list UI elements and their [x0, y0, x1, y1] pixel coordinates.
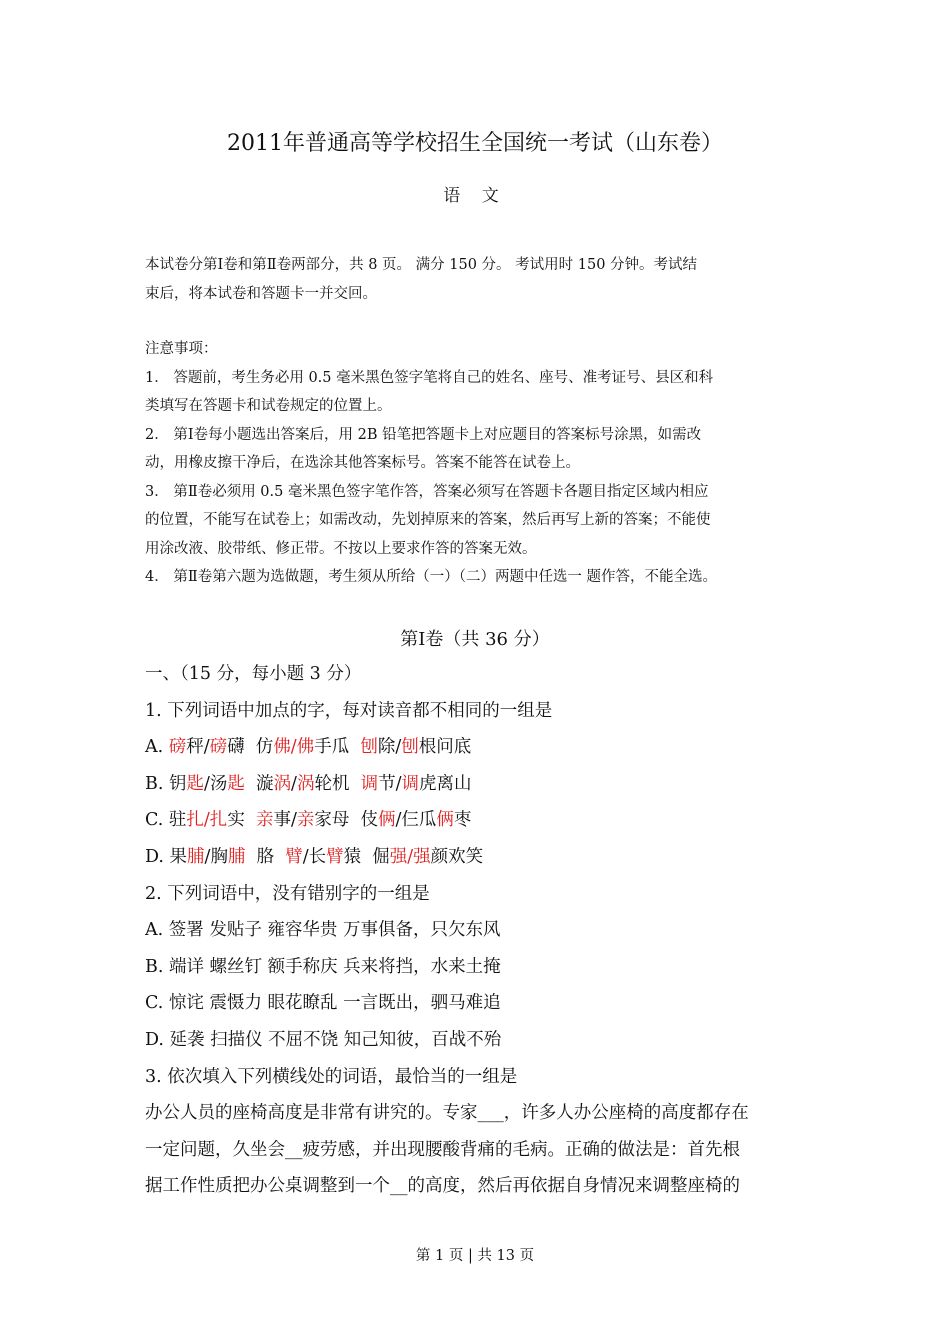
highlighted-char: 臂	[326, 846, 344, 867]
option-text: 除/	[377, 737, 402, 758]
notes-line: 4． 第Ⅱ卷第六题为选做题，考生须从所给（一）（二）两题中任选一 题作答，不能全选。	[145, 569, 718, 585]
highlighted-char: 亲	[255, 810, 274, 831]
option-text: 虎离山	[419, 773, 472, 794]
question-2: 2. 下列词语中，没有错别字的一组是	[145, 883, 430, 904]
notes-line: 注意事项：	[145, 341, 218, 357]
q3-text-line: 据工作性质把办公桌调整到一个__的高度，然后再依据自身情况来调整座椅的	[145, 1176, 740, 1197]
highlighted-char: 匙	[186, 773, 204, 794]
notes-line: 1． 答题前，考生务必用 0.5 毫米黑色签字笔将自己的姓名、座号、准考证号、县区和科	[145, 369, 714, 386]
option-text: 胳	[245, 846, 286, 867]
option-text: 枣	[453, 810, 472, 831]
notes-block	[145, 335, 845, 592]
q2-option: B. 端详 螺丝钉 额手称庆 兵来将挡，水来土掩	[145, 956, 501, 977]
option-text: 节/	[378, 773, 402, 794]
option-text: 事/	[273, 810, 297, 831]
highlighted-char: 扎/扎	[186, 810, 228, 831]
intro-paragraph	[145, 251, 825, 308]
q1-option	[145, 766, 825, 803]
subject-title: 语 文	[443, 186, 507, 206]
highlighted-char: 脯	[227, 846, 246, 867]
option-text: 漩	[244, 773, 274, 794]
highlighted-char: 俩	[436, 810, 454, 831]
q2-option: C. 惊诧 震慑力 眼花瞭乱 一言既出，驷马难追	[145, 993, 501, 1014]
q1-option	[145, 729, 825, 766]
highlighted-char: 俩	[378, 810, 396, 831]
highlighted-char: 臂	[285, 846, 303, 867]
part-heading: 一、（15 分，每小题 3 分）	[145, 664, 362, 684]
highlighted-char: 调	[360, 773, 379, 794]
intro-line: 本试卷分第Ⅰ卷和第Ⅱ卷两部分，共 8 页。 满分 150 分。 考试用时 150 分钟。考试结	[145, 257, 698, 273]
option-text: 实	[227, 810, 256, 831]
highlighted-char: 涡	[273, 773, 292, 794]
option-text: 轮机	[314, 773, 361, 794]
highlighted-char: 脯	[187, 846, 205, 867]
highlighted-char: 强/强	[389, 846, 431, 867]
highlighted-char: 亲	[296, 810, 315, 831]
q1-option	[145, 839, 825, 876]
option-text: C. 驻	[145, 810, 187, 831]
questions-block	[145, 656, 825, 1205]
option-text: /	[291, 773, 297, 794]
notes-line: 动，用橡皮擦干净后，在选涂其他答案标号。答案不能答在试卷上。	[145, 455, 580, 471]
q2-option: A. 签署 发贴子 雍容华贵 万事俱备，只欠东风	[145, 920, 501, 941]
question-1: 1. 下列词语中加点的字，每对读音都不相同的一组是	[145, 700, 553, 721]
notes-line: 3． 第Ⅱ卷必须用 0.5 毫米黑色签字笔作答，答案必须写在答题卡各题目指定区域内相应	[145, 483, 709, 500]
highlighted-char: 刨	[360, 737, 378, 758]
option-text: 根问底	[418, 737, 472, 758]
option-text: B. 钥	[145, 773, 187, 794]
q1-option	[145, 802, 825, 839]
q3-text-line: 办公人员的座椅高度是非常有讲究的。专家___，许多人办公座椅的高度都存在	[145, 1103, 749, 1124]
notes-line: 类填写在答题卡和试卷规定的位置上。	[145, 398, 392, 414]
option-text: 颜欢笑	[430, 846, 484, 867]
exam-title: 2011年普通高等学校招生全国统一考试（山东卷）	[227, 131, 723, 156]
option-text: A.	[145, 737, 169, 758]
question-1-options	[145, 729, 825, 875]
option-text: /长	[302, 846, 327, 867]
option-text: /汤	[204, 773, 228, 794]
highlighted-char: 匙	[227, 773, 245, 794]
intro-line: 束后，将本试卷和答题卡一并交回。	[145, 285, 377, 302]
notes-line: 用涂改液、胶带纸、修正带。不按以上要求作答的答案无效。	[145, 540, 537, 557]
option-text: /胸	[204, 846, 228, 867]
option-text: /仨瓜	[395, 810, 437, 831]
option-text: 猿 倔	[343, 846, 390, 867]
notes-line: 的位置，不能写在试卷上；如需改动，先划掉原来的答案，然后再写上新的答案；不能使	[145, 512, 711, 528]
highlighted-char: 涡	[296, 773, 315, 794]
option-text: D. 果	[145, 846, 188, 867]
highlighted-char: 调	[401, 773, 419, 794]
highlighted-char: 佛/佛	[273, 737, 315, 758]
option-text: 家母 伎	[314, 810, 378, 831]
notes-line: 2． 第Ⅰ卷每小题选出答案后，用 2B 铅笔把答题卡上对应题目的答案标号涂黑，如需改	[145, 426, 702, 443]
option-text: 秤/	[186, 737, 210, 758]
page-footer: 第 1 页 | 共 13 页	[415, 1248, 535, 1264]
highlighted-char: 刨	[401, 737, 419, 758]
q2-option: D. 延袭 扫描仪 不屈不饶 知己知彼，百战不殆	[145, 1029, 502, 1050]
section-heading: 第Ⅰ卷（共 36 分）	[400, 629, 550, 650]
highlighted-char: 磅	[168, 737, 187, 758]
option-text: 手瓜	[314, 737, 361, 758]
highlighted-char: 磅	[209, 737, 228, 758]
option-text: 礴 仿	[227, 737, 274, 758]
question-3: 3. 依次填入下列横线处的词语，最恰当的一组是	[145, 1066, 518, 1087]
q3-text-line: 一定问题，久坐会__疲劳感，并出现腰酸背痛的毛病。正确的做法是：首先根	[145, 1139, 740, 1160]
